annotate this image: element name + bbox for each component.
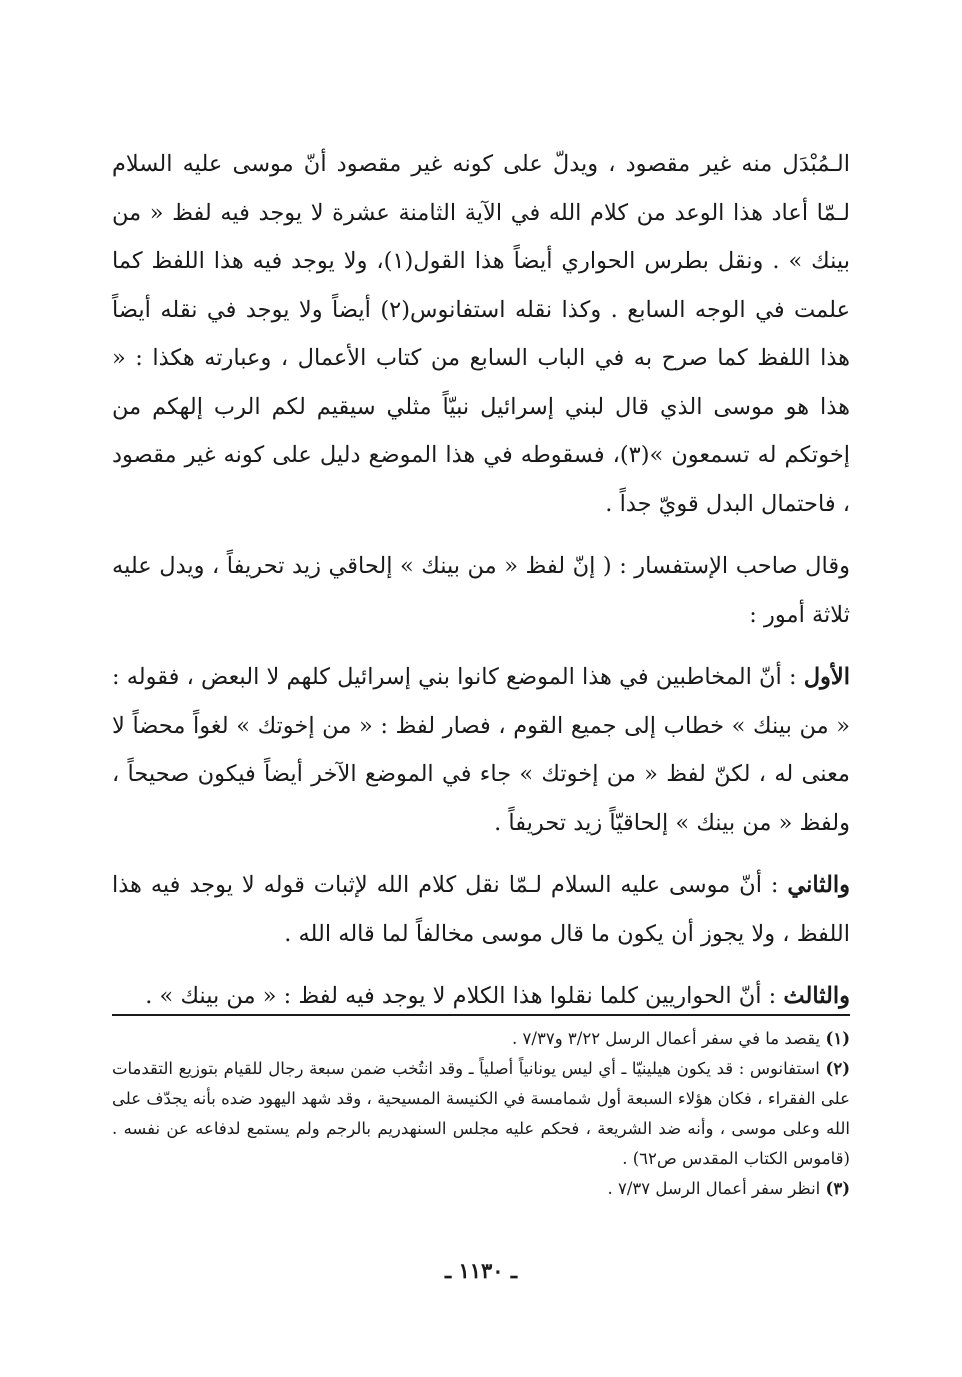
footnote-3-text: انظر سفر أعمال الرسل ٧/٣٧ . bbox=[607, 1179, 826, 1198]
first-reason-lead: الأول bbox=[803, 664, 850, 690]
second-reason-lead: والثاني bbox=[787, 872, 850, 898]
second-reason-text: : أنّ موسى عليه السلام لـمّا نقل كلام الله لإثبات قوله لا يوجد فيه هذا اللفظ ، ولا يجوز أن يكون ما قال موسى مخالفاً لما قاله الله . bbox=[112, 872, 850, 947]
first-reason-text: : أنّ المخاطبين في هذا الموضع كانوا بني إسرائيل كلهم لا البعض ، فقوله : « من بينك » خطاب إلى جميع القوم ، فصار لفظ : « من إخوتك » لغواً محضاً لا معنى له ، لكنّ لفظ « من إخوتك » جاء في الموضع الآخر أيضاً فيكون صحيحاً ، ولفظ « من بينك » إلحاقيّاً زيد تحريفاً . bbox=[112, 664, 850, 836]
main-text bbox=[112, 140, 850, 1021]
paragraph-first-reason bbox=[112, 653, 850, 847]
paragraph-second-reason bbox=[112, 861, 850, 958]
footnote-2-number: (٢) bbox=[825, 1059, 850, 1078]
paragraph-2-text: وقال صاحب الإستفسار : ( إنّ لفظ « من بينك » إلحاقي زيد تحريفاً ، ويدل عليه ثلاثة أمور : bbox=[112, 553, 850, 628]
paragraph-1 bbox=[112, 140, 850, 528]
third-reason-text: : أنّ الحواريين كلما نقلوا هذا الكلام لا يوجد فيه لفظ : « من بينك » . bbox=[145, 983, 784, 1009]
footnotes bbox=[112, 1014, 850, 1204]
page-number: ـ ١١٣٠ ـ bbox=[444, 1258, 518, 1283]
third-reason-lead: والثالث bbox=[783, 983, 850, 1009]
footnote-1-text: يقصد ما في سفر أعمال الرسل ٣/٢٢ و٧/٣٧ . bbox=[512, 1029, 826, 1048]
footnote-1 bbox=[112, 1024, 850, 1054]
footnote-1-number: (١) bbox=[825, 1029, 850, 1048]
footnote-3 bbox=[112, 1174, 850, 1204]
footnote-2 bbox=[112, 1054, 850, 1174]
footnote-3-number: (٣) bbox=[825, 1179, 850, 1198]
paragraph-1-text: الـمُبْدَل منه غير مقصود ، ويدلّ على كونه غير مقصود أنّ موسى عليه السلام لـمّا أعاد هذا الوعد من كلام الله في الآية الثامنة عشرة لا يوجد فيه لفظ « من بينك » . ونقل بطرس الحواري أيضاً هذا القول(١)، ولا يوجد فيه هذا اللفظ كما علمت في الوجه السابع . وكذا نقله استفانوس(٢) أيضاً ولا يوجد في نقله أيضاً هذا اللفظ كما صرح به في الباب السابع من كتاب الأعمال ، وعبارته هكذا : « هذا هو موسى الذي قال لبني إسرائيل نبيّاً مثلي سيقيم لكم الرب إلهكم من إخوتكم له تسمعون »(٣)، فسقوطه في هذا الموضع دليل على كونه غير مقصود ، فاحتمال البدل قويّ جداً . bbox=[112, 151, 850, 517]
footnote-2-text: استفانوس : قد يكون هيلينيّا ـ أي ليس يونانياً أصلياً ـ وقد انتُخب ضمن سبعة رجال للقيام بتوزيع التقدمات على الفقراء ، فكان هؤلاء السبعة أول شمامسة في الكنيسة المسيحية ، وقد شهد اليهود ضده بأنه يجدّف على الله وعلى موسى ، وأنه ضد الشريعة ، فحكم عليه مجلس السنهدريم بالرجم ولم يستمع لدفاعه عن نفسه . (قاموس الكتاب المقدس ص٦٢) . bbox=[112, 1059, 850, 1168]
paragraph-2 bbox=[112, 542, 850, 639]
